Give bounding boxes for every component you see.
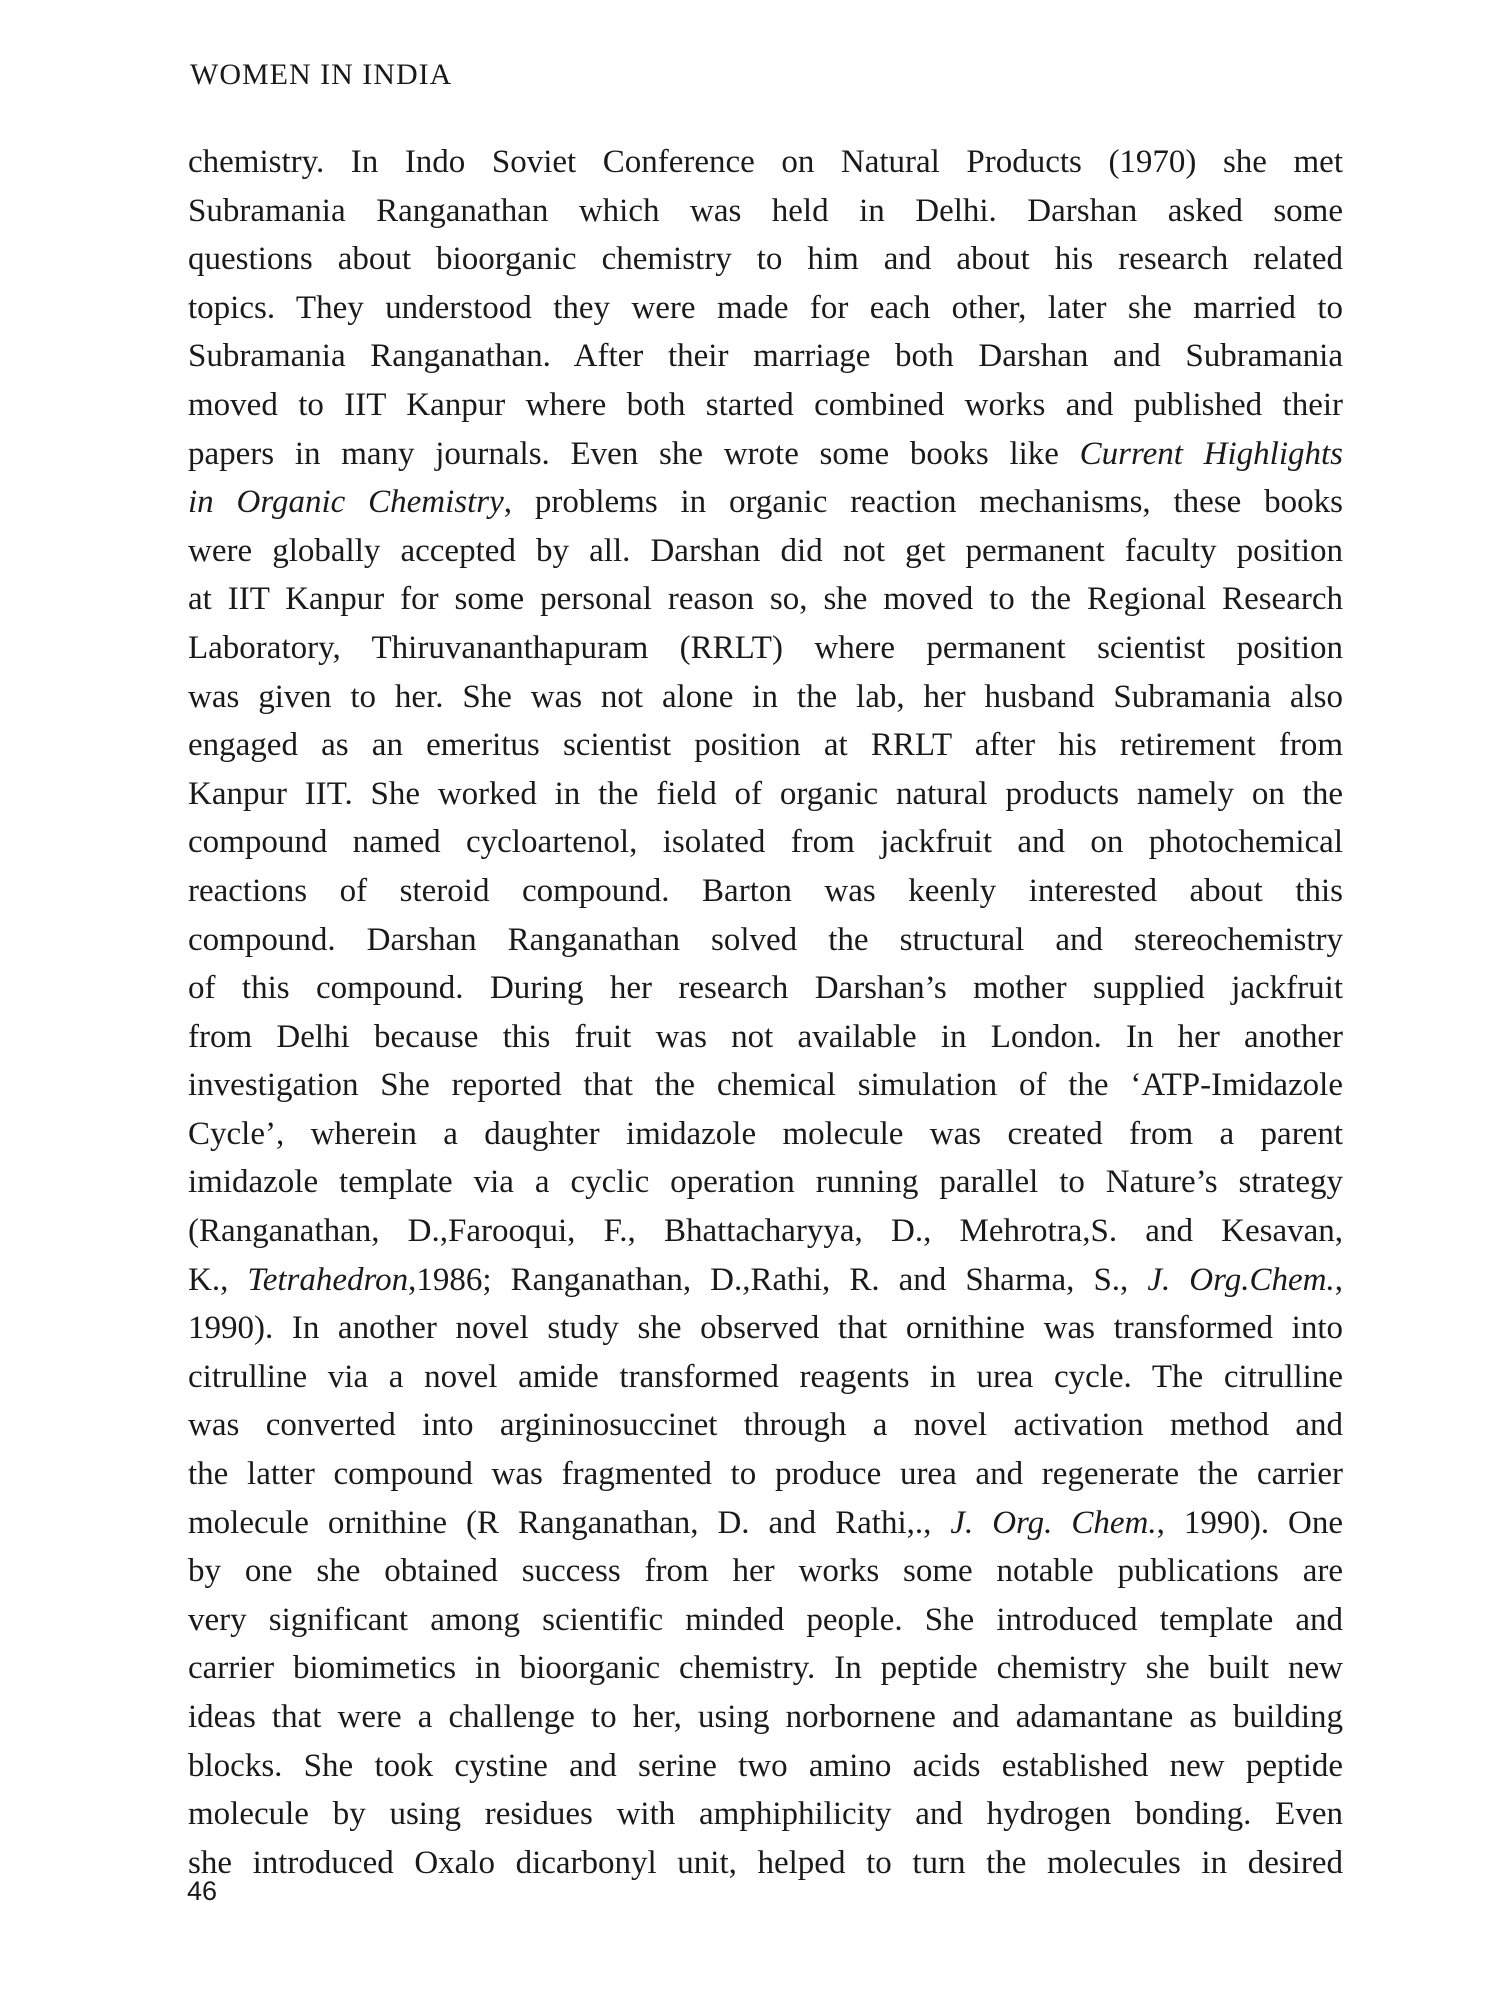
book-title-italic: in Organic Chemistry [188, 484, 504, 521]
running-head: WOMEN IN INDIA [190, 58, 453, 91]
text-line: papers in many journals. Even she wrote some books like Current Highlights [188, 435, 1343, 472]
text-line: compound named cycloartenol, isolated from jackfruit and on photochemical [188, 824, 1343, 861]
text-line: Kanpur IIT. She worked in the field of organic natural products namely on the [188, 775, 1343, 812]
text-line: questions about bioorganic chemistry to him and about his research related [188, 241, 1343, 278]
journal-name-italic: J. Org. Chem. [950, 1504, 1157, 1541]
text-line: ideas that were a challenge to her, using norbornene and adamantane as building [188, 1699, 1343, 1735]
text-line: carrier biomimetics in bioorganic chemistry. In peptide chemistry she built new [188, 1650, 1343, 1687]
text-line: was converted into argininosuccinet through a novel activation method and [188, 1407, 1343, 1444]
text-line: blocks. She took cystine and serine two amino acids established new peptide [188, 1747, 1343, 1784]
book-title-italic: Current Highlights [1079, 435, 1343, 472]
text-line: by one she obtained success from her works some notable publications are [188, 1553, 1343, 1590]
text-line: at IIT Kanpur for some personal reason so, she moved to the Regional Research [188, 581, 1343, 618]
text-line: (Ranganathan, D.,Farooqui, F., Bhattacharyya, D., Mehrotra,S. and Kesavan, [188, 1213, 1343, 1250]
journal-name-italic: J. Org.Chem. [1147, 1261, 1335, 1298]
text-line: she introduced Oxalo dicarbonyl unit, helped to turn the molecules in desired [188, 1844, 1343, 1881]
text-line: reactions of steroid compound. Barton was keenly interested about this [188, 872, 1343, 909]
text-line: was given to her. She was not alone in the lab, her husband Subramania also [188, 678, 1343, 715]
page-number: 46 [187, 1876, 218, 1906]
journal-name-italic: Tetrahedron [247, 1261, 409, 1298]
text-line: very significant among scientific minded people. She introduced template and [188, 1601, 1343, 1638]
text-line: molecule by using residues with amphiphilicity and hydrogen bonding. Even [188, 1796, 1343, 1833]
text-line: topics. They understood they were made for each other, later she married to [188, 289, 1343, 326]
text-line: 1990). In another novel study she observed that ornithine was transformed into [188, 1310, 1343, 1347]
text-line: compound. Darshan Ranganathan solved the structural and stereochemistry [188, 921, 1343, 958]
text-line: Cycle’, wherein a daughter imidazole molecule was created from a parent [188, 1115, 1343, 1152]
text-line: citrulline via a novel amide transformed reagents in urea cycle. The citrulline [188, 1358, 1343, 1395]
text-line: Subramania Ranganathan which was held in Delhi. Darshan asked some [188, 192, 1343, 229]
text-line: K., Tetrahedron,1986; Ranganathan, D.,Rathi, R. and Sharma, S., J. Org.Chem., [188, 1261, 1343, 1298]
body-paragraph [188, 138, 1343, 1887]
text-line: Subramania Ranganathan. After their marriage both Darshan and Subramania [188, 338, 1343, 375]
text-line: chemistry. In Indo Soviet Conference on Natural Products (1970) she met [188, 144, 1343, 180]
text-line: Laboratory, Thiruvananthapuram (RRLT) where permanent scientist position [188, 629, 1343, 666]
text-line: imidazole template via a cyclic operation running parallel to Nature’s strategy [188, 1164, 1343, 1201]
text-line: investigation She reported that the chemical simulation of the ‘ATP-Imidazole [188, 1067, 1343, 1104]
text-line: engaged as an emeritus scientist position at RRLT after his retirement from [188, 727, 1343, 764]
text-line: of this compound. During her research Darshan’s mother supplied jackfruit [188, 970, 1343, 1007]
text-line: in Organic Chemistry, problems in organic reaction mechanisms, these books [188, 484, 1343, 521]
text-line: moved to IIT Kanpur where both started combined works and published their [188, 386, 1343, 423]
text-line: the latter compound was fragmented to produce urea and regenerate the carrier [188, 1456, 1343, 1493]
text-line: from Delhi because this fruit was not available in London. In her another [188, 1018, 1343, 1055]
text-line: were globally accepted by all. Darshan did not get permanent faculty position [188, 532, 1343, 569]
text-line: molecule ornithine (R Ranganathan, D. and Rathi,., J. Org. Chem., 1990). One [188, 1504, 1344, 1541]
